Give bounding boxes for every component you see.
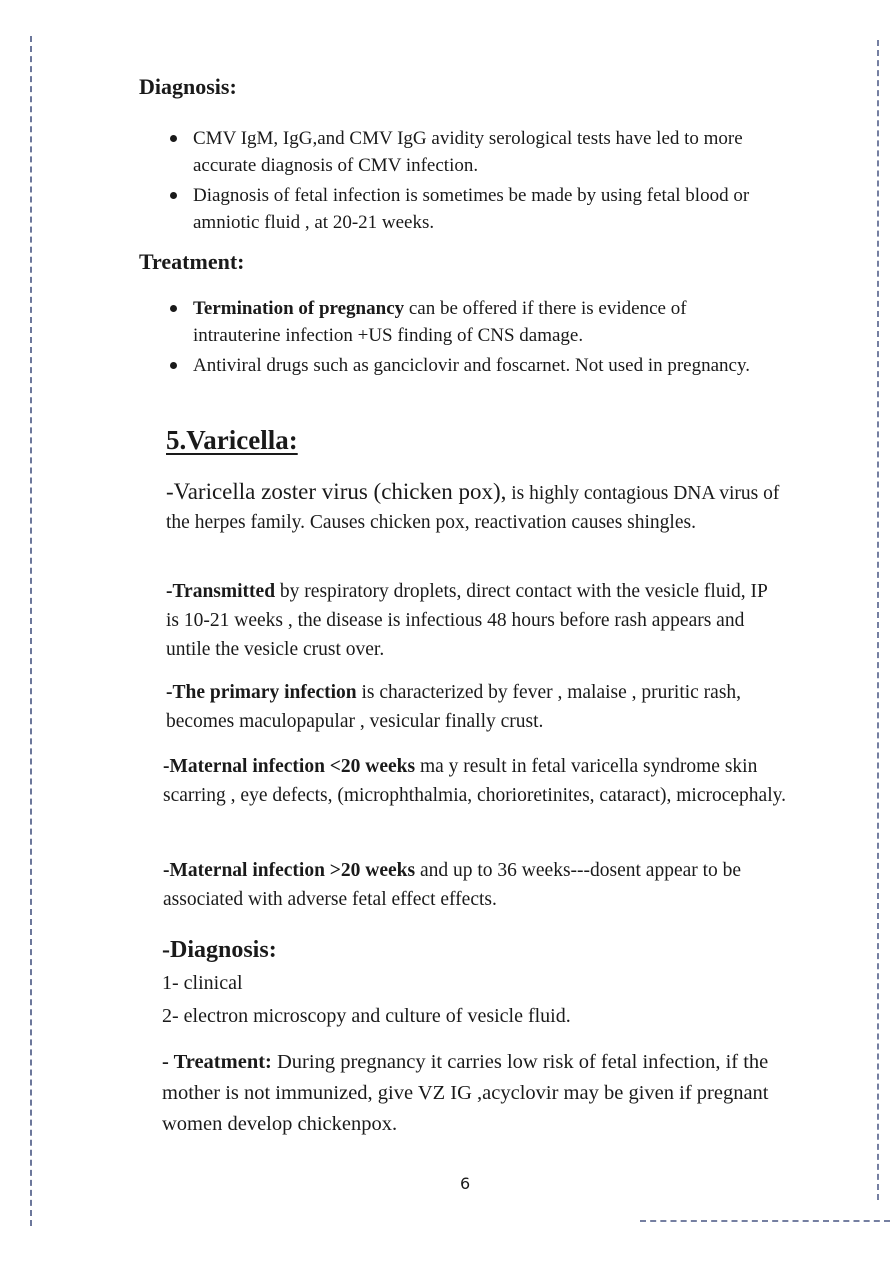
varicella-diagnosis-heading: -Diagnosis: xyxy=(162,937,277,963)
scan-border-right xyxy=(877,40,879,1200)
varicella-treatment-text: During pregnancy it carries low risk of fetal infection, if the mother is not immunized, give VZ IG ,acyclovir may be given if pregnant women develop chickenpox. xyxy=(162,1051,769,1135)
maternal-before-20-bold: -Maternal infection <20 weeks xyxy=(163,756,416,777)
page-number: 6 xyxy=(460,1174,471,1193)
maternal-after-20-bold: -Maternal infection >20 weeks xyxy=(163,860,416,881)
primary-infection-bold: -The primary infection xyxy=(166,682,357,703)
maternal-before-20-paragraph xyxy=(163,752,793,810)
varicella-treatment-paragraph xyxy=(162,1047,802,1140)
maternal-after-20-text: and up to 36 weeks---dosent appear to be associated with adverse fetal effect effects. xyxy=(163,860,742,910)
scan-border-left xyxy=(30,36,32,1226)
treatment-bullet-text: can be offered if there is evidence of intrauterine infection +US finding of CNS damage. xyxy=(193,298,687,346)
treatment-heading: Treatment: xyxy=(139,249,245,274)
treatment-bullet-bold: Termination of pregnancy xyxy=(193,298,405,319)
diagnosis-bullet: Diagnosis of fetal infection is sometimes be made by using fetal blood or amniotic fluid , at 20-21 weeks. xyxy=(166,182,766,236)
varicella-intro xyxy=(166,477,781,537)
diagnosis-bullet-list xyxy=(166,125,766,239)
scan-border-bottom xyxy=(640,1220,890,1222)
varicella-intro-text: is highly contagious DNA virus of the herpes family. Causes chicken pox, reactivation causes shingles. xyxy=(166,483,780,533)
diagnosis-bullet: CMV IgM, IgG,and CMV IgG avidity serological tests have led to more accurate diagnosis of CMV infection. xyxy=(166,125,766,179)
diagnosis-item: 2- electron microscopy and culture of vesicle fluid. xyxy=(162,1005,571,1027)
primary-infection-paragraph xyxy=(166,678,781,736)
varicella-treatment-bold: - Treatment: xyxy=(162,1051,272,1073)
maternal-before-20-text: ma y result in fetal varicella syndrome skin scarring , eye defects, (microphthalmia, chorioretinites, cataract), microcephaly. xyxy=(163,756,786,806)
diagnosis-item: 1- clinical xyxy=(162,972,243,994)
maternal-after-20-paragraph xyxy=(163,856,793,914)
treatment-bullet xyxy=(166,295,766,349)
transmission-bold: -Transmitted xyxy=(166,581,276,602)
primary-infection-text: is characterized by fever , malaise , pruritic rash, becomes maculopapular , vesicular finally crust. xyxy=(166,682,742,732)
varicella-intro-lead: -Varicella zoster virus (chicken pox), xyxy=(166,479,507,504)
diagnosis-heading: Diagnosis: xyxy=(139,74,237,99)
varicella-heading: 5.Varicella: xyxy=(166,425,298,455)
transmission-paragraph xyxy=(166,577,781,664)
treatment-bullet: Antiviral drugs such as ganciclovir and foscarnet. Not used in pregnancy. xyxy=(166,352,766,379)
treatment-bullet-list xyxy=(166,295,766,382)
transmission-text: by respiratory droplets, direct contact with the vesicle fluid, IP is 10-21 weeks , the disease is infectious 48 hours before rash appears and untile the vesicle crust over. xyxy=(166,581,768,660)
